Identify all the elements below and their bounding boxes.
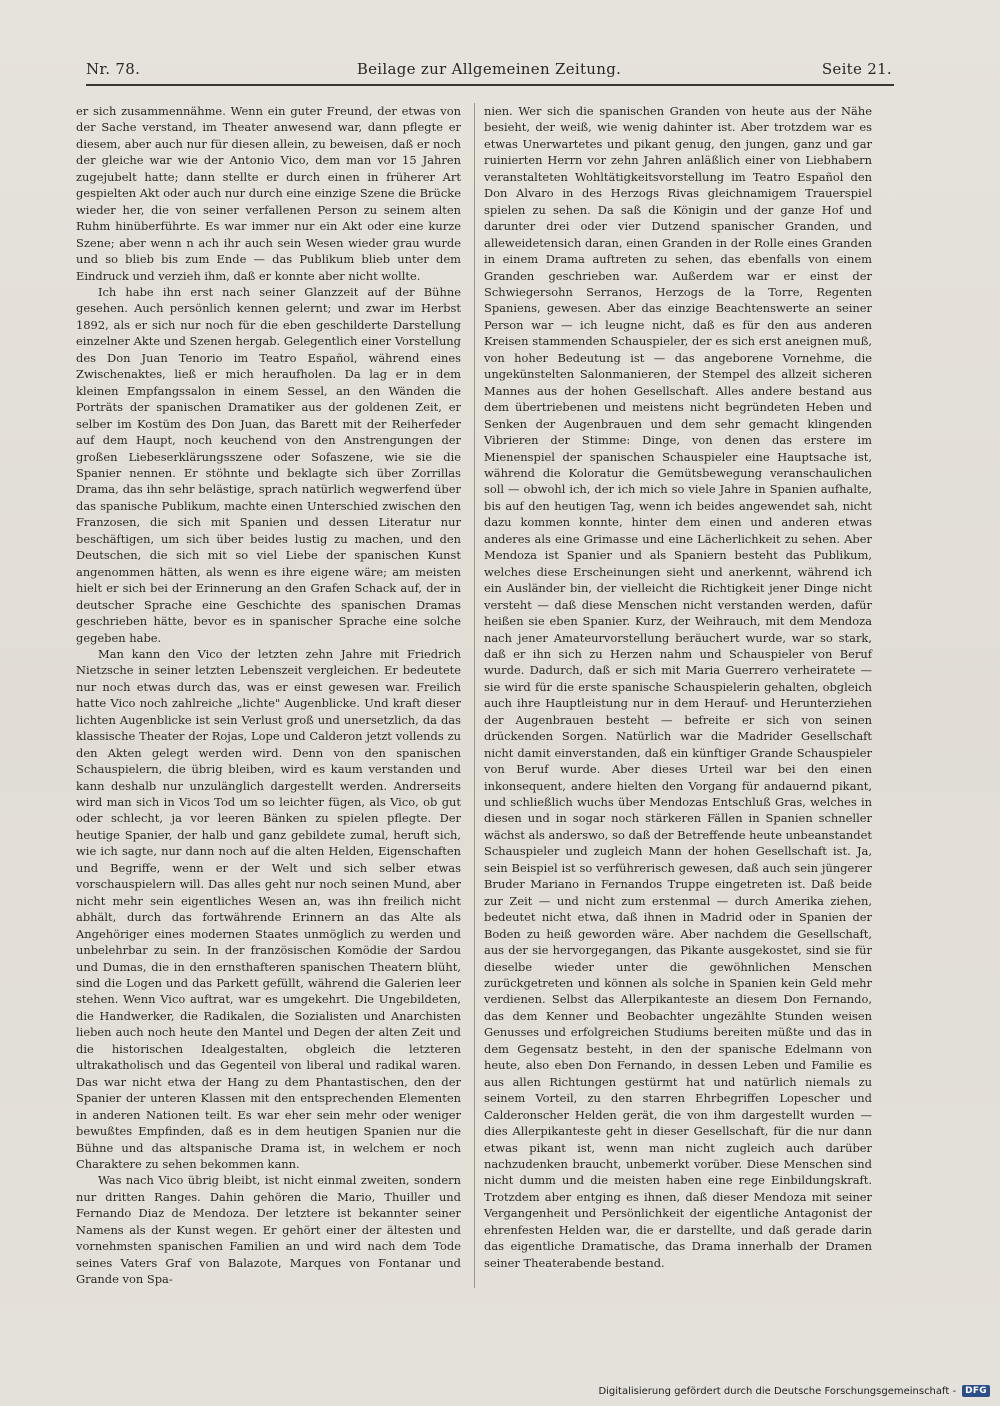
page-header: [86, 58, 892, 82]
paragraph: Was nach Vico übrig bleibt, ist nicht einmal zweiten, sondern nur dritten Ranges. Dahin gehören die Mario, Thuiller und Fernando Diaz de Mendoza. Der letztere ist bekannter seiner Namens als der Kunst wegen. Er gehört einer der ältesten und vornehmsten spanischen Familien an und wird nach dem Tode seines Vaters Graf von Balazote, Marques von Fontanar und Grande von Spa-: [76, 1173, 461, 1287]
publication-title: Beilage zur Allgemeinen Zeitung.: [356, 60, 622, 78]
issue-number: Nr. 78.: [86, 60, 141, 78]
footer-text: Digitalisierung gefördert durch die Deutsche Forschungsgemeinschaft -: [598, 1385, 957, 1397]
page-number: Seite 21.: [821, 60, 892, 78]
dfg-logo-icon: DFG: [962, 1385, 990, 1397]
paragraph: er sich zusammennähme. Wenn ein guter Freund, der etwas von der Sache verstand, im Theater anwesend war, dann pflegte er diesem, aber auch nur für diesen allein, zu beweisen, daß er noch der gleiche war wie der Antonio Vico, dem man vor 15 Jahren zugejubelt hatte; dann stellte er durch einen in früherer Art gespielten Akt oder auch nur durch eine einzige Szene die Brücke wieder her, die von seiner verfallenen Person zu seinem alten Ruhm hinüberführte. Es war immer nur ein Akt oder eine kurze Szene; aber wenn n ach ihr auch sein Wesen wieder grau wurde und so blieb bis zum Ende — das Publikum blieb unter dem Eindruck und verzieh ihm, daß er konnte aber nicht wollte.: [76, 104, 461, 283]
column-divider: [474, 103, 475, 1288]
right-column: [484, 103, 872, 1271]
paragraph: Man kann den Vico der letzten zehn Jahre mit Friedrich Nietzsche in seiner letzten Lebenszeit vergleichen. Er bedeutete nur noch etwas durch das, was er einst gewesen war. Freilich hatte Vico noch zahlreiche „lichte" Augenblicke. Und kraft dieser lichten Augenblicke ist sein Verlust groß und unersetzlich, da das klassische Theater der Rojas, Lope und Calderon jetzt vollends zu den Akten gelegt werden wird. Denn von den spanischen Schauspielern, die übrig bleiben, wird es kaum verstanden und kann deshalb nur unzulänglich dargestellt werden. Andrerseits wird man sich in Vicos Tod um so leichter fügen, als Vico, ob gut oder schlecht, ja vor leeren Bänken zu spielen pflegte. Der heutige Spanier, der halb und ganz gebildete zumal, heruft sich, wie ich sagte, nur dann noch auf die alten Helden, Eigenschaften und Begriffe, wenn er der Welt und sich selber etwas vorschauspielern will. Das alles geht nur noch seinen Mund, aber nicht mehr sein eigentliches Wesen an, was ihn freilich nicht abhält, durch das fortwährende Erinnern an das Alte als Angehöriger eines modernen Staates unmöglich zu werden und unbelehrbar zu sein. In der französischen Komödie der Sardou und Dumas, die in den ernsthafteren spanischen Theatern blüht, sind die Logen und das Parkett gefüllt, während die Galerien leer stehen. Wenn Vico auftrat, war es umgekehrt. Die Ungebildeten, die Handwerker, die Radikalen, die Sozialisten und Anarchisten lieben auch noch heute den Mantel und Degen der alten Zeit und die historischen Idealgestalten, obgleich die letzteren ultrakatholisch und das Gegenteil von liberal und radikal waren. Das war nicht etwa der Hang zu dem Phantastischen, den der Spanier der unteren Klassen mit den entsprechenden Elementen in anderen Nationen teilt. Es war eher sein mehr oder weniger bewußtes Empfinden, daß es in dem heutigen Spanien nur die Bühne und das altspanische Drama ist, in welchem er noch Charaktere zu sehen bekommen kann.: [76, 646, 461, 1171]
header-rule: [86, 84, 894, 86]
paragraph: nien. Wer sich die spanischen Granden von heute aus der Nähe besieht, der weiß, wie wenig dahinter ist. Aber trotzdem war es etwas Unerwartetes und pikant genug, den jungen, ganz und gar ruinierten Herrn vor zehn Jahren anläßlich einer von Liebhabern veranstalteten Wohltätigkeitsvorstellung im Teatro Español den Don Alvaro in des Herzogs Rivas gleichnamigem Trauerspiel spielen zu sehen. Da saß die Königin und der ganze Hof und darunter drei oder vier Dutzend spanischer Granden, und alleweidetensich daran, einen Granden in der Rolle eines Granden in einem Drama auftreten zu sehen, das ebenfalls von einem Granden geschrieben war. Außerdem war er einst der Schwiegersohn Serranos, Herzogs de la Torre, Regenten Spaniens, gewesen. Aber das einzige Beachtenswerte an seiner Person war — ich leugne nicht, daß es für den aus anderen Kreisen stammenden Schauspieler, der es sich erst aneignen muß, von hoher Bedeutung ist — das angeborene Vornehme, die ungekünstelten Salonmanieren, der Stempel des allzeit sicheren Mannes aus der hohen Gesellschaft. Alles andere bestand aus dem übertriebenen und meistens nicht begründeten Heben und Senken der Augenbrauen und dem sehr gemacht klingenden Vibrieren der Stimme: Dinge, von denen das erstere im Mienenspiel der spanischen Schauspieler eine Hauptsache ist, während die Koloratur die Gemütsbewegung veranschaulichen soll — obwohl ich, der ich mich so viele Jahre in Spanien aufhalte, bis auf den heutigen Tag, wenn ich beides angewendet sah, nicht dazu kommen konnte, hinter dem einen und anderen etwas anderes als eine Grimasse und eine Lächerlichkeit zu sehen. Aber Mendoza ist Spanier und als Spaniern besteht das Publikum, welches diese Erscheinungen sieht und anerkennt, während ich ein Ausländer bin, der vielleicht die Richtigkeit jener Dinge nicht versteht — daß diese Menschen nicht verstanden werden, dafür heißen sie eben Spanier. Kurz, der Weihrauch, mit dem Mendoza nach jener Amateurvorstellung beräuchert wurde, war so stark, daß er ihn sich zu Herzen nahm und Schauspieler von Beruf wurde. Dadurch, daß er sich mit Maria Guerrero verheiratete — sie wird für die erste spanische Schauspielerin gehalten, obgleich auch ihre Hauptleistung nur in dem Herauf- und Herunterziehen der Augenbrauen besteht — befreite er sich von seinen drückenden Sorgen. Natürlich war die Madrider Gesellschaft nicht damit einverstanden, daß ein künftiger Grande Schauspieler von Beruf wurde. Aber dieses Urteil war bei den einen inkonsequent, andere hielten den Vorgang für andauernd pikant, und schließlich wuchs über Mendozas Entschluß Gras, welches in diesen und in sogar noch stärkeren Fällen in Spanien schneller wächst als anderswo, so daß der Betreffende heute unbeanstandet Schauspieler und zugleich Mann der hohen Gesellschaft ist. Ja, sein Beispiel ist so verführerisch gewesen, daß auch sein jüngerer Bruder Mariano in Fernandos Truppe eingetreten ist. Daß beide zur Zeit — und nicht zum erstenmal — durch Amerika ziehen, bedeutet nicht etwa, daß ihnen in Madrid oder in Spanien der Boden zu heiß geworden wäre. Aber nachdem die Gesellschaft, aus der sie hervorgegangen, das Pikante ausgekostet, sind sie für dieselbe wieder unter die gewöhnlichen Menschen zurückgetreten und können als solche in Spanien kein Geld mehr verdienen. Selbst das Allerpikanteste an diesem Don Fernando, das dem Kenner und Beobachter ungezählte Stunden weisen Genusses und erfolgreichen Studiums bereiten müßte und das in dem Gegensatz besteht, in den der spanische Edelmann von heute, also eben Don Fernando, in dessen Leben und Familie es aus allen Richtungen gestürmt hat und natürlich niemals zu seinem Vorteil, zu den starren Ehrbegriffen Lopescher und Calderonscher Helden gerät, die von ihm dargestellt wurden — dies Allerpikanteste geht in dieser Gesellschaft, für die nur dann etwas pikant ist, wenn man nicht zugleich auch darüber nachzudenken braucht, unbemerkt vorüber. Diese Menschen sind nicht dumm und die meisten haben eine rege Einbildungskraft. Trotzdem aber entging es ihnen, daß dieser Mendoza mit seiner Vergangenheit und Persönlichkeit der eigentliche Antagonist der ehrenfesten Helden war, die er darstellte, und daß gerade darin das eigentliche Dramatische, das Drama innerhalb der Dramen seiner Theaterabende bestand.: [484, 104, 872, 1270]
paragraph: Ich habe ihn erst nach seiner Glanzzeit auf der Bühne gesehen. Auch persönlich kennen gelernt; und zwar im Herbst 1892, als er sich nur noch für die eben geschilderte Darstellung einzelner Akte und Szenen hergab. Gelegentlich einer Vorstellung des Don Juan Tenorio im Teatro Español, während eines Zwischenaktes, ließ er mich heraufholen. Da lag er in dem kleinen Empfangssalon in einem Sessel, an den Wänden die Porträts der spanischen Dramatiker aus der goldenen Zeit, er selber im Kostüm des Don Juan, das Barett mit der Reiherfeder auf dem Haupt, noch keuchend von den Anstrengungen der großen Liebeserklärungsszene oder Sofaszene, wie sie die Spanier nennen. Er stöhnte und beklagte sich über Zorrillas Drama, das ihn sehr belästige, sprach natürlich wegwerfend über das spanische Publikum, machte einen Unterschied zwischen den Franzosen, die sich mit Spanien und dessen Literatur nur beschäftigen, um sich über beides lustig zu machen, und den Deutschen, die sich mit so viel Liebe der spanischen Kunst angenommen hätten, als wenn es ihre eigene wäre; am meisten hielt er sich bei der Erinnerung an den Grafen Schack auf, der in deutscher Sprache eine Geschichte des spanischen Dramas geschrieben hätte, bevor es in spanischer Sprache eine solche gegeben habe.: [76, 284, 461, 645]
digitization-footer: [598, 1385, 990, 1397]
left-column: [76, 103, 461, 1288]
